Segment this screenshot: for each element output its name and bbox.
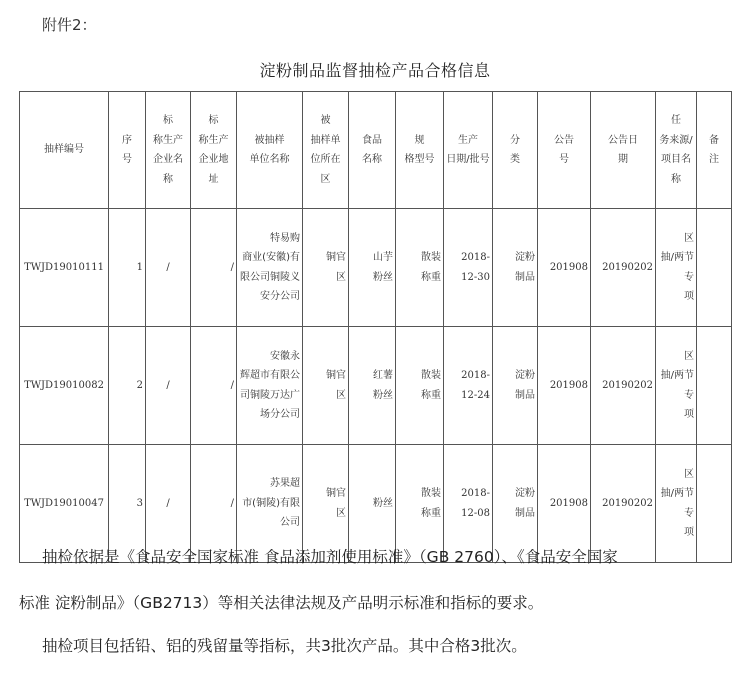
cell-task-source: 区 抽/两节专 项 <box>656 209 697 327</box>
cell-production-date: 2018- 12-08 <box>444 445 493 563</box>
header-spec: 规 格型号 <box>396 92 444 209</box>
header-seq: 序 号 <box>109 92 146 209</box>
cell-producer-address: / <box>191 209 237 327</box>
basis-paragraph-line-2: 标准 淀粉制品》（GB2713）等相关法律法规及产品明示标准和指标的要求。 <box>19 594 544 612</box>
cell-task-source: 区 抽/两节专 项 <box>656 327 697 445</box>
cell-food-name: 山芋 粉丝 <box>349 209 396 327</box>
cell-food-name: 红薯 粉丝 <box>349 327 396 445</box>
cell-remark <box>697 445 732 563</box>
cell-notice-no: 201908 <box>538 445 591 563</box>
cell-district: 铜官 区 <box>303 327 349 445</box>
header-district: 被 抽样单 位所在 区 <box>303 92 349 209</box>
header-category: 分 类 <box>493 92 538 209</box>
header-producer-address: 标 称生产 企业地 址 <box>191 92 237 209</box>
cell-remark <box>697 209 732 327</box>
table-row <box>20 327 732 445</box>
header-producer-name: 标 称生产 企业名 称 <box>146 92 191 209</box>
cell-producer-address: / <box>191 327 237 445</box>
cell-category: 淀粉 制品 <box>493 209 538 327</box>
cell-producer-name: / <box>146 327 191 445</box>
cell-district: 铜官 区 <box>303 445 349 563</box>
cell-spec: 散装 称重 <box>396 445 444 563</box>
cell-seq: 1 <box>109 209 146 327</box>
cell-notice-date: 20190202 <box>591 209 656 327</box>
header-production-date: 生产 日期/批号 <box>444 92 493 209</box>
cell-sampled-unit: 安徽永 辉超市有限公 司铜陵万达广 场分公司 <box>237 327 303 445</box>
items-paragraph: 抽检项目包括铅、铝的残留量等指标，共3批次产品。其中合格3批次。 <box>42 637 527 655</box>
cell-sampled-unit: 苏果超 市(铜陵)有限 公司 <box>237 445 303 563</box>
header-task-source: 任 务来源/ 项目名 称 <box>656 92 697 209</box>
cell-seq: 2 <box>109 327 146 445</box>
header-sampled-unit: 被抽样 单位名称 <box>237 92 303 209</box>
header-remark: 备 注 <box>697 92 732 209</box>
document-title: 淀粉制品监督抽检产品合格信息 <box>259 61 491 80</box>
cell-sample-no: TWJD19010082 <box>20 327 109 445</box>
header-food-name: 食品 名称 <box>349 92 396 209</box>
cell-notice-date: 20190202 <box>591 327 656 445</box>
cell-sample-no: TWJD19010111 <box>20 209 109 327</box>
basis-paragraph-line-1: 抽检依据是《食品安全国家标准 食品添加剂使用标准》（GB 2760）、《食品安全国家 <box>42 548 618 566</box>
cell-producer-name: / <box>146 445 191 563</box>
cell-remark <box>697 327 732 445</box>
cell-task-source: 区 抽/两节专 项 <box>656 445 697 563</box>
cell-seq: 3 <box>109 445 146 563</box>
cell-notice-no: 201908 <box>538 327 591 445</box>
cell-district: 铜官 区 <box>303 209 349 327</box>
cell-spec: 散装 称重 <box>396 209 444 327</box>
header-notice-no: 公告 号 <box>538 92 591 209</box>
table-row <box>20 209 732 327</box>
cell-food-name: 粉丝 <box>349 445 396 563</box>
inspection-table <box>19 91 732 563</box>
cell-spec: 散装 称重 <box>396 327 444 445</box>
cell-production-date: 2018- 12-24 <box>444 327 493 445</box>
cell-sampled-unit: 特易购 商业(安徽)有 限公司铜陵义 安分公司 <box>237 209 303 327</box>
header-sample-no: 抽样编号 <box>20 92 109 209</box>
cell-producer-address: / <box>191 445 237 563</box>
cell-category: 淀粉 制品 <box>493 445 538 563</box>
cell-sample-no: TWJD19010047 <box>20 445 109 563</box>
cell-notice-no: 201908 <box>538 209 591 327</box>
attachment-label: 附件2： <box>42 16 97 34</box>
cell-producer-name: / <box>146 209 191 327</box>
cell-notice-date: 20190202 <box>591 445 656 563</box>
cell-category: 淀粉 制品 <box>493 327 538 445</box>
cell-production-date: 2018- 12-30 <box>444 209 493 327</box>
header-notice-date: 公告日 期 <box>591 92 656 209</box>
table-header-row <box>20 92 732 209</box>
